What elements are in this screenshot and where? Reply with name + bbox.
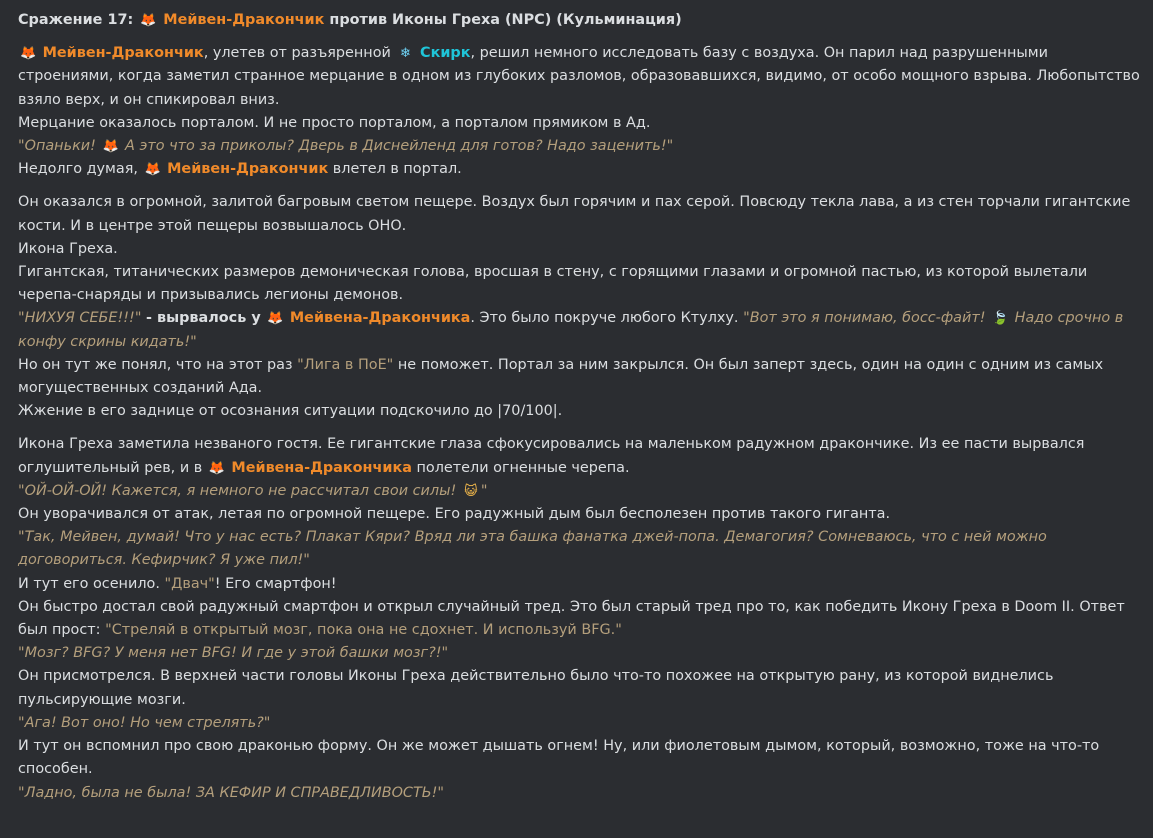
paragraph-dodge: Он уворачивался от атак, летая по огромной пещере. Его радужный дым был бесполезен против такого гиганта. xyxy=(18,506,891,523)
battle-number: Сражение 17: xyxy=(18,12,134,28)
quote-line: "Мозг? BFG? У меня нет BFG! И где у этой башки мозг?!" xyxy=(18,645,449,662)
player-name[interactable]: Мейвена-Дракончика xyxy=(231,459,412,476)
story-text: полетели огненные черепа. xyxy=(416,459,630,476)
story-text: И тут его осенило. xyxy=(18,575,160,592)
quoted-term: "Стреляй в открытый мозг, пока она не сдохнет. И используй BFG." xyxy=(105,622,622,639)
paragraph-dragon-form: И тут он вспомнил про свою драконью форму. Он же может дышать огнем! Ну, или фиолетовым дымом, который, возможно, тоже на что-то способен. xyxy=(18,738,1100,778)
quote-text: " xyxy=(480,482,488,499)
paragraph-idea xyxy=(18,573,1143,596)
story-text: Но он тут же понял, что на этот раз xyxy=(18,356,293,373)
fox-icon: 🦊 xyxy=(20,46,37,62)
quote-text: "ОЙ-ОЙ-ОЙ! Кажется, я немного не рассчитал свои силы! xyxy=(18,482,457,499)
story-text: Икона Греха заметила незваного гостя. Ее гигантские глаза сфокусировались на маленьком радужном дракончике. Из ее пасти вырвался оглушительный рев, и в xyxy=(18,436,1085,476)
quote-text: Надо срочно в конфу скрины кидать!" xyxy=(18,310,1124,350)
paragraph-attack xyxy=(18,433,1143,479)
player-name[interactable]: Мейвен-Дракончик xyxy=(163,12,325,28)
quote-text: "Вот это я понимаю, босс-файт! xyxy=(743,310,986,327)
snowflake-icon: ❄ xyxy=(399,46,411,62)
story-text: . Это было покруче любого Ктулху. xyxy=(470,310,739,327)
story-text: , решил немного исследовать базу с воздуха. Он парил над разрушенными строениями, когда заметил странное мерцание в одном из глубоких разломов, образовавшихся, видимо, от особо мощного взрыва. Любопытство взяло верх, и он спикировал вниз. xyxy=(18,45,1140,108)
paragraph-enter xyxy=(18,158,1143,181)
battle-header xyxy=(18,9,1143,32)
paragraph-brain: Он присмотрелся. В верхней части головы Иконы Греха действительно было что-то похожее на открытую рану, из которой виднелись пульсирующие мозги. xyxy=(18,668,1054,708)
fox-icon: 🦊 xyxy=(267,311,284,327)
quoted-term: "Двач" xyxy=(164,575,215,592)
quote-line xyxy=(18,480,1143,503)
leaf-icon: 🍃 xyxy=(992,311,1009,327)
quote-line: "Ага! Вот оно! Но чем стрелять?" xyxy=(18,714,271,731)
player-name[interactable]: Мейвена-Дракончика xyxy=(289,310,471,327)
fox-icon: 🦊 xyxy=(208,460,226,476)
paragraph-intro xyxy=(18,42,1143,112)
story-text: - вырвалось у xyxy=(146,310,261,327)
paragraph-icon-of-sin: Икона Греха. xyxy=(18,240,118,257)
quote-text: "Опаньки! xyxy=(18,138,96,155)
paragraph-thread xyxy=(18,596,1143,642)
fox-icon: 🦊 xyxy=(144,162,161,178)
versus-text: против Иконы Греха (NPC) (Кульминация) xyxy=(329,12,682,28)
player-name[interactable]: Мейвен-Дракончик xyxy=(167,161,329,178)
paragraph-trapped xyxy=(18,354,1143,400)
quoted-term: "Лига в ПоЕ" xyxy=(297,356,394,373)
story-text: , улетев от разъяренной xyxy=(203,45,391,62)
paragraph-meter: Жжение в его заднице от осознания ситуации подскочило до |70/100|. xyxy=(18,403,563,420)
paragraph-cave: Он оказался в огромной, залитой багровым светом пещере. Воздух был горячим и пах серой. Повсюду текла лава, а из стен торчали гигантские кости. И в центре этой пещеры возвышалось ОНО. xyxy=(18,194,1131,234)
quote-text: "НИХУЯ СЕБЕ!!!" xyxy=(18,310,142,327)
quote-line xyxy=(18,135,1143,158)
fox-icon: 🦊 xyxy=(140,13,157,28)
story-text: влетел в портал. xyxy=(332,161,462,178)
paragraph-portal: Мерцание оказалось порталом. И не просто порталом, а порталом прямиком в Ад. xyxy=(18,114,651,131)
player-name[interactable]: Мейвен-Дракончик xyxy=(42,45,204,62)
cat-icon: 😺 xyxy=(464,483,478,499)
story-text: Недолго думая, xyxy=(18,161,138,178)
quote-line: "Ладно, была не была! ЗА КЕФИР И СПРАВЕДЛИВОСТЬ!" xyxy=(18,784,445,801)
story-text: не поможет. Портал за ним закрылся. Он был заперт здесь, один на один с одним из самых могущественных созданий Ада. xyxy=(18,356,1104,397)
paragraph-head: Гигантская, титанических размеров демоническая голова, вросшая в стену, с горящими глазами и огромной пастью, из которой вылетали черепа-снаряды и призывались легионы демонов. xyxy=(18,264,1088,304)
paragraph-reaction xyxy=(18,307,1143,353)
story-text: ! Его смартфон! xyxy=(214,575,337,592)
fox-icon: 🦊 xyxy=(102,139,119,155)
quote-text: А это что за приколы? Дверь в Диснейленд для готов? Надо заценить!" xyxy=(125,138,674,155)
ally-name[interactable]: Скирк xyxy=(420,45,471,62)
quote-line: "Так, Мейвен, думай! Что у нас есть? Плакат Кяри? Вряд ли эта башка фанатка джей-попа. Демагогия? Сомневаюсь, что с ней можно договориться. Кефирчик? Я уже пил!" xyxy=(18,529,1047,569)
story-text: Он быстро достал свой радужный смартфон и открыл случайный тред. Это был старый тред про то, как победить Икону Греха в Doom II. Ответ был прост: xyxy=(18,598,1125,639)
